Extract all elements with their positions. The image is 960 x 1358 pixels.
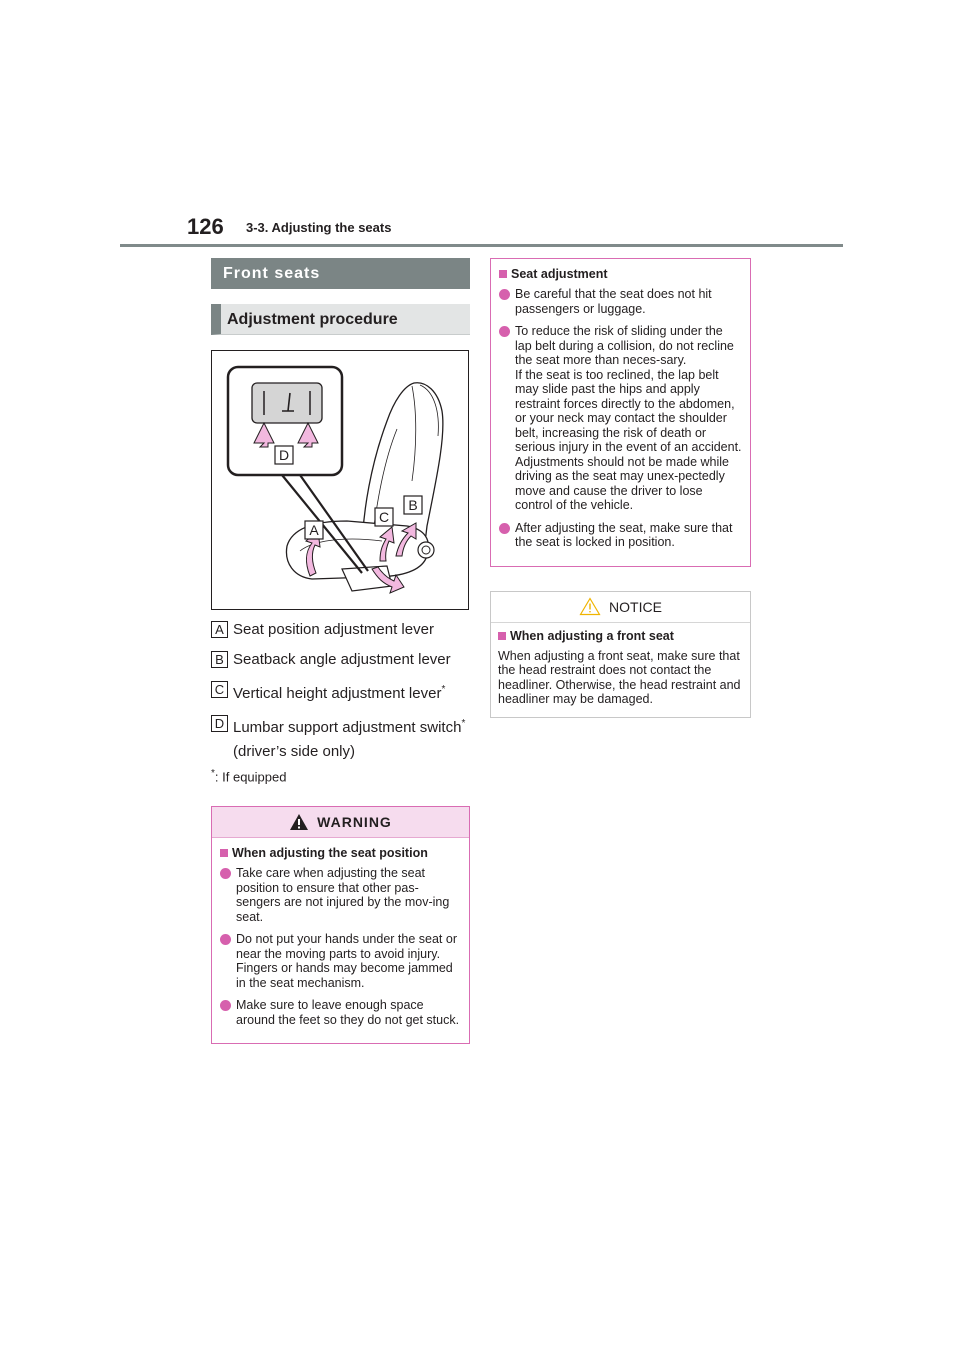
warning-bullet-text: Make sure to leave enough space around the feet so they do not get stuck. — [236, 998, 460, 1027]
legend-text-d — [233, 712, 470, 764]
legend-d-asterisk: * — [461, 718, 466, 729]
figure-label-d: D — [278, 447, 290, 463]
warning-header — [212, 807, 469, 838]
legend-badge-c: C — [211, 681, 228, 698]
warning-triangle-icon — [289, 813, 309, 831]
section-title: 3-3. Adjusting the seats — [246, 220, 392, 235]
warning-item-heading — [220, 846, 461, 860]
left-column — [211, 258, 470, 1044]
warning-heading-text: When adjusting the seat position — [232, 846, 428, 861]
warning-bullet-text: Be careful that the seat does not hit passengers or luggage. — [515, 287, 712, 316]
seat-illustration — [212, 351, 470, 611]
round-bullet-icon — [220, 1000, 231, 1011]
legend-text-c — [233, 678, 445, 706]
figure-label-c: C — [378, 509, 390, 525]
warning-continued-box — [490, 258, 751, 567]
legend-badge-b: B — [211, 651, 228, 668]
warning-continued-body — [491, 259, 750, 566]
warning-title: WARNING — [317, 814, 392, 831]
legend-item-d — [211, 712, 470, 764]
warning-body — [212, 838, 469, 1043]
right-column — [490, 258, 751, 718]
notice-text: When adjusting a front seat, make sure that the head restraint does not contact the headliner. Otherwise, the head restraint and headliner may be damaged. — [498, 648, 741, 706]
footnote — [211, 768, 470, 784]
figure-legend — [211, 618, 470, 784]
round-bullet-icon — [499, 289, 510, 300]
warning-bullet-text: Do not put your hands under the seat or near the moving parts to avoid injury. Fingers or hands may become jammed in the seat mechanism. — [236, 932, 457, 990]
round-bullet-icon — [220, 868, 231, 879]
warning-bullet — [499, 521, 742, 550]
header-rule — [120, 244, 843, 247]
notice-item-heading — [498, 629, 743, 643]
legend-text-a: Seat position adjustment lever — [233, 621, 434, 638]
legend-badge-d: D — [211, 715, 228, 732]
legend-item-b — [211, 648, 470, 672]
warning-bullet-text: After adjusting the seat, make sure that the seat is locked in position. — [515, 520, 733, 549]
warning-bullet — [499, 287, 742, 316]
notice-header — [491, 592, 750, 623]
round-bullet-icon — [220, 934, 231, 945]
round-bullet-icon — [499, 326, 510, 337]
lumbar-switch — [252, 383, 322, 423]
seat-adjustment-heading-text: Seat adjustment — [511, 267, 608, 281]
legend-badge-a: A — [211, 621, 228, 638]
adjustment-procedure-heading: Adjustment procedure — [211, 304, 470, 335]
notice-box — [490, 591, 751, 718]
figure-label-b: B — [408, 497, 418, 513]
seat-adjustment-figure — [211, 350, 469, 610]
notice-title: NOTICE — [609, 598, 662, 615]
page-number: 126 — [187, 214, 224, 239]
legend-text-d-main: Lumbar support adjustment switch — [233, 719, 462, 736]
legend-text-c-main: Vertical height adjustment lever — [233, 685, 442, 702]
legend-item-c — [211, 678, 470, 706]
square-bullet-icon — [499, 270, 507, 278]
warning-box — [211, 806, 470, 1044]
legend-item-a — [211, 618, 470, 642]
footnote-text: : If equipped — [214, 769, 287, 785]
square-bullet-icon — [498, 632, 506, 640]
round-bullet-icon — [499, 523, 510, 534]
legend-text-b: Seatback angle adjustment lever — [233, 651, 451, 668]
warning-bullet — [220, 932, 461, 990]
warning-bullet — [220, 998, 461, 1027]
seat-adjustment-heading — [499, 267, 742, 281]
notice-body — [491, 623, 750, 717]
footnote-asterisk: * — [211, 768, 215, 779]
legend-c-asterisk: * — [441, 684, 446, 695]
warning-bullet — [499, 324, 742, 513]
warning-bullet-text: To reduce the risk of sliding under the lap belt during a collision, do not recline the seat more than neces-sary. If the seat is too reclined, the lap belt may slide past the hips and apply restraint forces directly to the abdomen, or your neck may contact the shoulder belt, increasing the risk of death or serious injury in the event of an accident. Adjustments should not be made while driving as the seat may unex-pectedly move and cause the driver to lose control of the vehicle. — [515, 324, 742, 512]
warning-bullet — [220, 866, 461, 924]
figure-label-a: A — [309, 522, 319, 538]
notice-heading-text: When adjusting a front seat — [510, 628, 674, 643]
legend-text-d-tail: (driver’s side only) — [233, 743, 355, 760]
square-bullet-icon — [220, 849, 228, 857]
warning-bullet-text: Take care when adjusting the seat position to ensure that other pas-sengers are not injured by the mov-ing seat. — [236, 866, 450, 924]
front-seats-band: Front seats — [211, 258, 470, 289]
notice-triangle-icon — [579, 597, 601, 616]
